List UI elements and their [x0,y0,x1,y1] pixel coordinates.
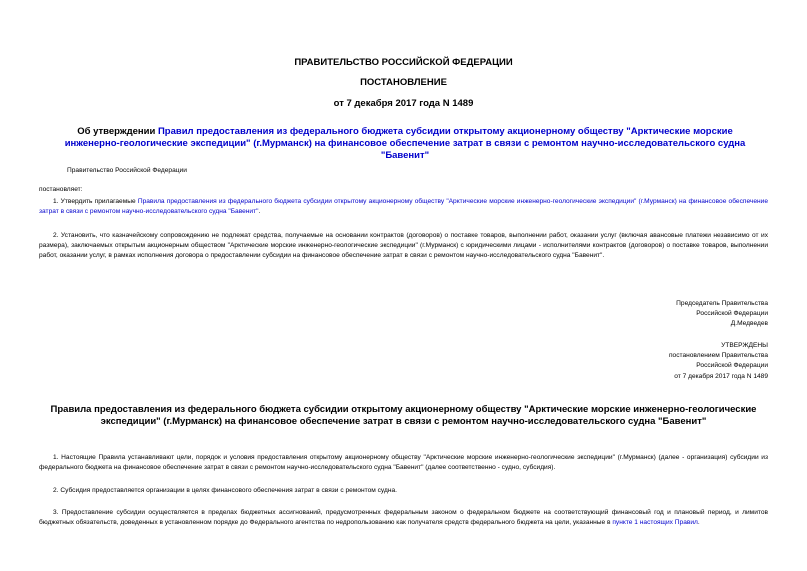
rule-1: 1. Настоящие Правила устанавливают цели, порядок и условия предоставления открытому акционерному обществу "Арктические морские инженерно-геологические экспедиции" (г.Мурманск) (далее - организация) субсидии из федерального бюджета на финансовое обеспечение затрат в связи с ремонтом научно-исследовательского судна "Бавенит" (далее соответственно - судно, субсидия). [39,454,768,472]
rule-3-point-1-link[interactable]: пункте 1 настоящих Правил [612,519,698,527]
decree-title [60,126,750,162]
approval-date-number: от 7 декабря 2017 года N 1489 [674,372,768,380]
issuer-text: Правительство Российской Федерации [67,167,187,174]
signature-position: Председатель Правительства [676,300,768,307]
clause-1-suffix: . [258,208,261,216]
clause-1-prefix: 1. Утвердить прилагаемые [53,198,138,205]
decree-title-prefix: Об утверждении [77,126,158,137]
decree-title-link[interactable]: Правил предоставления из федерального бюджета субсидии открытому акционерному обществу "Арктические морские инженерно-геологические экспедиции" (г.Мурманск) на финансовое обеспечение затрат в связи с ремонтом научно-исследовательского судна "Бавенит" [64,126,746,161]
clause-2: 2. Установить, что казначейскому сопровождению не подлежат средства, получаемые на основании контрактов (договоров) о поставке товаров, выполнении работ, оказании услуг (включая авансовые платежи независимо от их размера), заключаемых открытым акционерным обществом "Арктические морские инженерно-геологические экспедиции" (г.Мурманск) с юридическими лицами - исполнителями контрактов (договоров) о поставке товаров, выполнении работ, оказании услуг, в рамках исполнения договора о предоставлении субсидии на финансовое обеспечение затрат в связи с ремонтом научно-исследовательского судна "Бавенит". [39,232,768,260]
rules-title: Правила предоставления из федерального бюджета субсидии открытому акционерному обществу "Арктические морские инженерно-геологические экспедиции" (г.Мурманск) на финансовое обеспечение затрат в связи с ремонтом научно-исследовательского судна "Бавенит" [50,404,757,427]
clause-1-rules-link[interactable]: Правила предоставления из федерального бюджета субсидии открытому акционерному обществу "Арктические морские инженерно-геологические экспедиции" (г.Мурманск) на финансовое обеспечение затрат в связи с ремонтом научно-исследовательского судна "Бавенит" [39,198,768,216]
signature-block [520,299,768,330]
doc-type-heading: ПОСТАНОВЛЕНИЕ [360,77,447,88]
approval-block [520,341,768,382]
rule-2: 2. Субсидия предоставляется организации в целях финансового обеспечения затрат в связи с ремонтом судна. [53,487,397,494]
approval-approved: УТВЕРЖДЕНЫ [721,342,768,349]
approval-by-decree: постановлением Правительства [668,352,768,360]
rule-3-prefix: 3. Предоставление субсидии осуществляется в пределах бюджетных ассигнований, предусмотренных федеральным законом о федеральном бюджете на соответствующий финансовый год и плановый период, и лимитов бюджетных обязательств, доведенных в установленном порядке до Федерального агентства по недропользованию как получателя средств федерального бюджета на цели, указанные в [39,509,768,527]
approval-country: Российской Федерации [696,362,768,370]
rule-3 [39,508,768,528]
decree-date-number: от 7 декабря 2017 года N 1489 [333,98,474,109]
resolves-text: постановляет: [39,186,83,193]
clause-1 [39,197,768,217]
rule-3-suffix: . [697,519,700,527]
signature-country: Российской Федерации [696,310,768,318]
government-heading: ПРАВИТЕЛЬСТВО РОССИЙСКОЙ ФЕДЕРАЦИИ [294,57,513,68]
signature-name: Д.Медведев [730,320,768,328]
